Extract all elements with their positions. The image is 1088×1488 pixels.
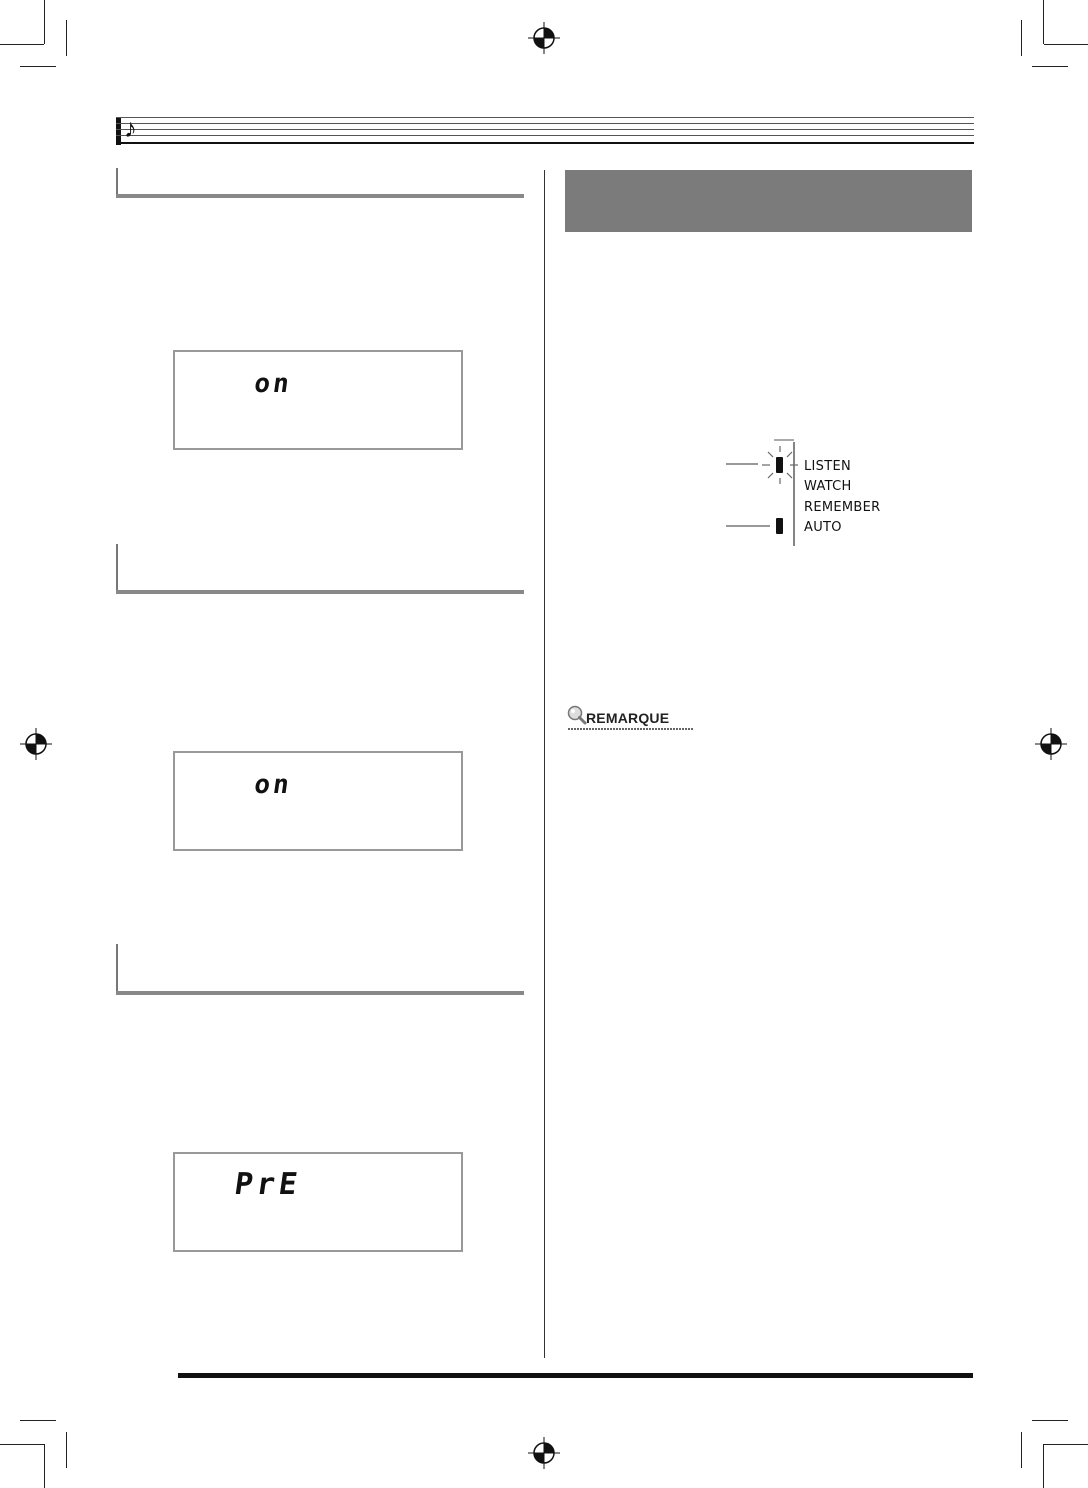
crop-mark [0, 44, 44, 45]
registration-mark-icon [1034, 727, 1068, 761]
crop-mark [1032, 1420, 1068, 1421]
crop-mark [1021, 1432, 1022, 1468]
lcd-segment-readout [175, 352, 461, 448]
crop-mark [20, 66, 56, 67]
crop-mark [44, 0, 45, 44]
section-heading [116, 544, 524, 594]
staff-bar [116, 117, 121, 145]
indicator-label-listen: LISTEN [804, 459, 852, 474]
lcd-display [173, 350, 463, 450]
svg-text:on: on [252, 770, 294, 800]
crop-mark [1044, 1444, 1088, 1445]
lcd-segment-readout [175, 753, 461, 849]
crop-mark [1021, 20, 1022, 56]
crop-mark [1043, 1444, 1044, 1488]
registration-mark-icon [19, 727, 53, 761]
registration-mark-icon [527, 1436, 561, 1470]
indicator-marker-blinking [776, 457, 783, 473]
crop-mark [44, 1444, 45, 1488]
crop-mark [0, 1444, 44, 1445]
mode-indicator-diagram [726, 438, 906, 548]
indicator-label-watch: WATCH [804, 479, 852, 494]
indicator-label-auto: AUTO [804, 520, 842, 535]
indicator-marker-lit [776, 518, 783, 534]
section-heading [116, 944, 524, 995]
lcd-segment-readout [175, 1154, 461, 1250]
eighth-note-icon: ♪ [124, 113, 137, 143]
remarque-label: REMARQUE [586, 710, 670, 726]
lcd-display [173, 751, 463, 851]
section-heading [116, 168, 524, 198]
footer-rule [178, 1373, 973, 1378]
remarque-heading [566, 704, 696, 730]
registration-mark-icon [527, 21, 561, 55]
crop-mark [1044, 44, 1088, 45]
section-band [565, 170, 972, 232]
crop-mark [20, 1420, 56, 1421]
svg-text:PrE: PrE [232, 1167, 304, 1202]
crop-mark [66, 20, 67, 56]
indicator-label-remember: REMEMBER [804, 500, 881, 515]
header-staff [116, 113, 974, 145]
crop-mark [1043, 0, 1044, 44]
magnifier-icon [566, 704, 588, 726]
crop-mark [66, 1432, 67, 1468]
svg-text:on: on [252, 369, 294, 399]
column-separator [544, 170, 545, 1358]
crop-mark [1032, 66, 1068, 67]
lcd-display [173, 1152, 463, 1252]
